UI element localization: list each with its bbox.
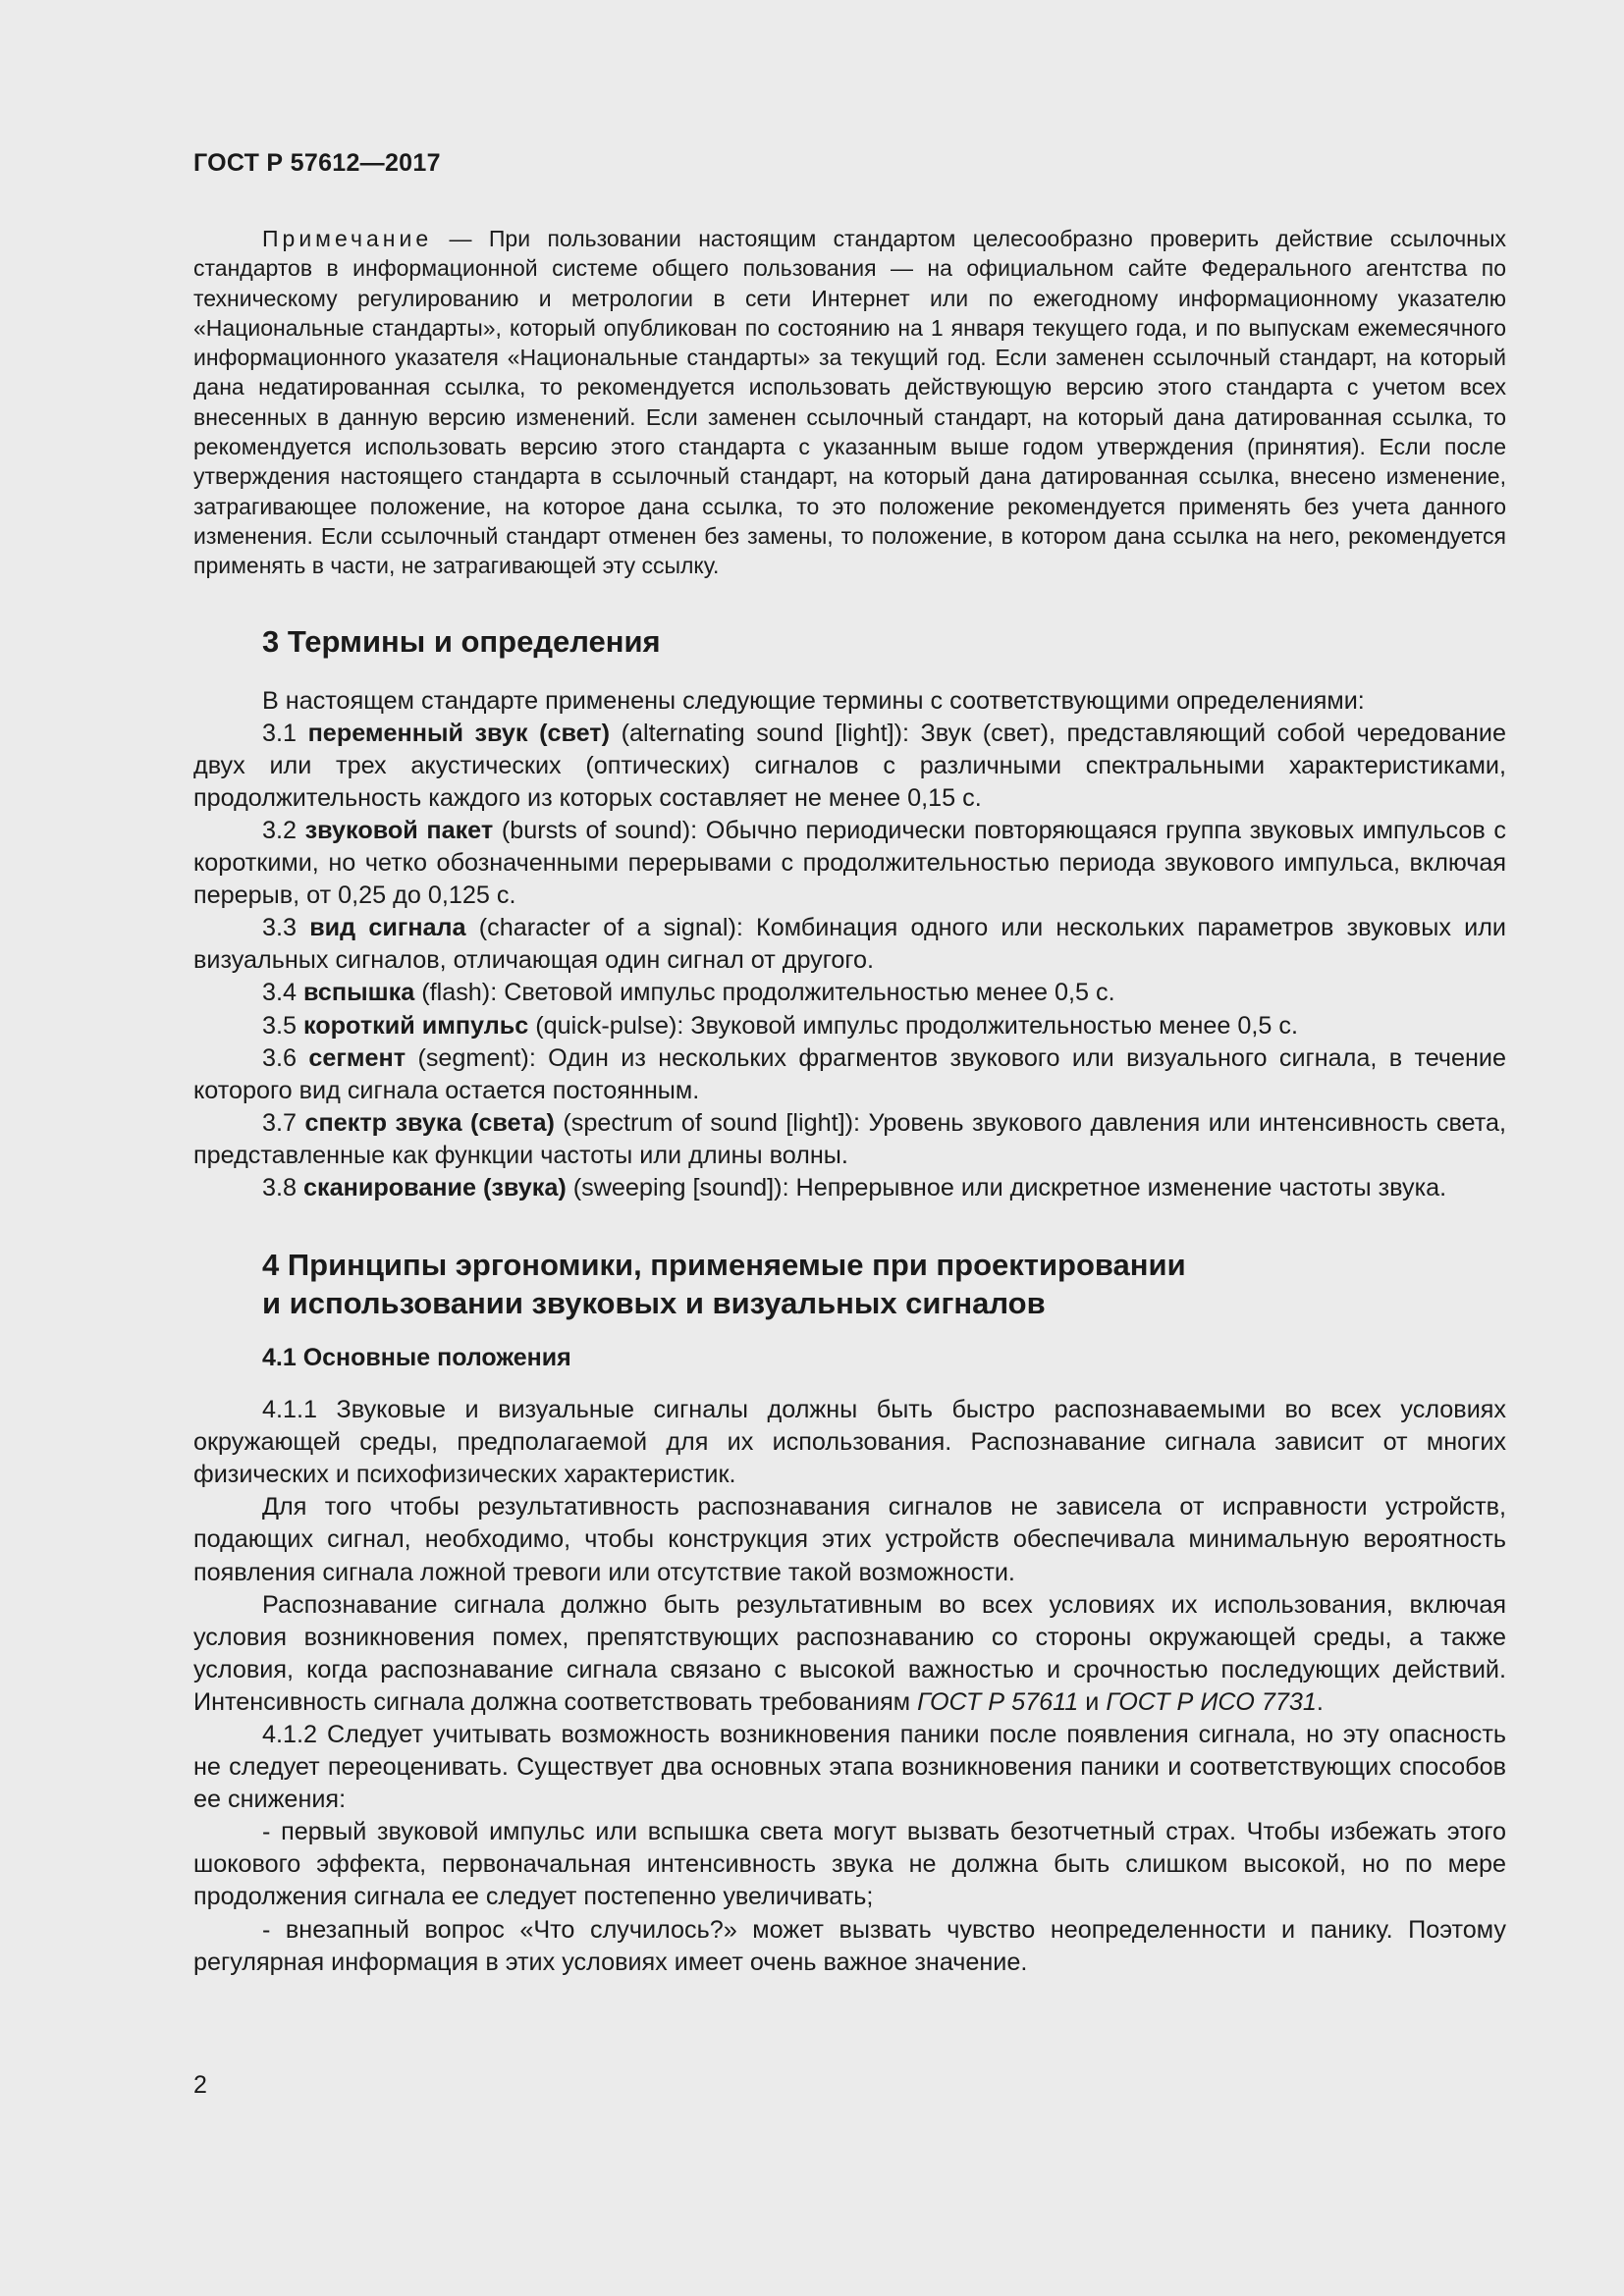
note-label: Примечание (262, 226, 433, 251)
term-name: звуковой пакет (304, 816, 494, 844)
term-definition: (character of a signal): Комбинация одного или нескольких параметров звуковых или визуальных сигналов, отличающая один сигнал от другого. (193, 914, 1506, 975)
term-name: сканирование (звука) (303, 1173, 567, 1201)
term-number: 3.3 (262, 914, 310, 942)
standard-reference: ГОСТ Р 57611 (917, 1687, 1079, 1716)
section-3-intro: В настоящем стандарте применены следующие термины с соответствующими определениями: (262, 686, 1365, 715)
standard-reference: ГОСТ Р ИСО 7731 (1106, 1687, 1317, 1716)
term-number: 3.8 (262, 1173, 304, 1201)
paragraph-text: и (1078, 1687, 1107, 1716)
term-definition: (bursts of sound): Обычно периодически повторяющаяся группа звуковых импульсов с короткими, но четко обозначенными перерывами с продолжительностью периода звукового импульса, включая перерыв, от 0,25 до 0,125 с. (193, 816, 1506, 910)
term-number: 3.6 (262, 1043, 309, 1072)
document-header: ГОСТ Р 57612—2017 (193, 149, 441, 177)
list-item-first-impulse: - первый звуковой импульс или вспышка света могут вызвать безотчетный страх. Чтобы избежать этого шокового эффекта, первоначальная интенсивность звука не должна быть слишком высокой, но по мере продолжения сигнала ее следует постепенно увеличивать; (193, 1818, 1506, 1911)
section-4-title-line1: 4 Принципы эргономики, применяемые при проектировании (262, 1248, 1186, 1283)
term-name: вид сигнала (309, 914, 466, 942)
paragraph-text: . (1316, 1687, 1324, 1716)
section-3-title: 3 Термины и определения (262, 623, 661, 659)
references-note (193, 224, 1506, 581)
term-name: спектр звука (света) (304, 1108, 555, 1137)
section-4-title-line2: и использовании звуковых и визуальных сигналов (262, 1286, 1046, 1321)
section-4-body (193, 1394, 1506, 1979)
term-name: вспышка (303, 979, 415, 1007)
term-3-8 (193, 1172, 1506, 1204)
paragraph-text: Распознавание сигнала должно быть результативным во всех условиях их использования, включая условия возникновения помех, препятствующих распознаванию со стороны окружающей среды, а также условия, когда распознавание сигнала связано с высокой важностью и срочностью последующих действий. Интенсивность сигнала должна соответствовать требованиям (193, 1590, 1506, 1716)
term-number: 3.1 (262, 719, 308, 747)
term-number: 3.5 (262, 1011, 304, 1040)
term-3-4 (193, 977, 1506, 1009)
term-definition: (segment): Один из нескольких фрагментов звукового или визуального сигнала, в течение которого вид сигнала остается постоянным. (193, 1043, 1506, 1104)
term-definition: (alternating sound [light]): Звук (свет), представляющий собой чередование двух или трех акустических (оптических) сигналов с различными спектральными характеристиками, продолжительность каждого из которых составляет не менее 0,15 с. (193, 719, 1507, 812)
section-4-title (193, 1246, 1506, 1322)
term-name: переменный звук (свет) (307, 719, 611, 747)
term-definition: (sweeping [sound]): Непрерывное или дискретное изменение частоты звука. (566, 1173, 1447, 1201)
list-item-sudden-question: - внезапный вопрос «Что случилось?» может вызвать чувство неопределенности и панику. Поэтому регулярная информация в этих условиях имеет очень важное значение. (193, 1915, 1506, 1976)
paragraph-recognition (193, 1589, 1506, 1719)
section-3-body (193, 685, 1506, 1205)
term-3-3 (193, 912, 1506, 977)
term-number: 3.2 (262, 816, 305, 844)
paragraph-4-1-1: 4.1.1 Звуковые и визуальные сигналы должны быть быстро распознаваемыми во всех условиях окружающей среды, предполагаемой для их использования. Распознавание сигнала зависит от многих физических и психофизических характеристик. (193, 1396, 1506, 1489)
term-definition: (spectrum of sound [light]): Уровень звукового давления или интенсивность света, представленные как функции частоты или длины волны. (193, 1108, 1506, 1169)
term-definition: (flash): Световой импульс продолжительностью менее 0,5 с. (414, 979, 1115, 1007)
term-3-2 (193, 815, 1506, 912)
term-number: 3.7 (262, 1108, 305, 1137)
term-3-7 (193, 1107, 1506, 1172)
paragraph-false-alarm: Для того чтобы результативность распознавания сигналов не зависела от исправности устройств, подающих сигнал, необходимо, чтобы конструкция этих устройств обеспечивала минимальную вероятность появления сигнала ложной тревоги или отсутствие такой возможности. (193, 1493, 1506, 1586)
term-3-1 (193, 718, 1506, 815)
page-number: 2 (193, 2071, 207, 2099)
term-definition: (quick-pulse): Звуковой импульс продолжительностью менее 0,5 с. (528, 1011, 1299, 1040)
term-name: сегмент (308, 1043, 406, 1072)
term-3-6 (193, 1042, 1506, 1107)
term-number: 3.4 (262, 979, 304, 1007)
note-text: — При пользовании настоящим стандартом целесообразно проверить действие ссылочных стандартов в информационной системе общего пользования — на официальном сайте Федерального агентства по техническому регулированию и метрологии в сети Интернет или по ежегодному информационному указателю «Национальные стандарты», который опубликован по состоянию на 1 января текущего года, и по выпускам ежемесячного информационного указателя «Национальные стандарты» за текущий год. Если заменен ссылочный стандарт, на который дана недатированная ссылка, то рекомендуется использовать действующую версию этого стандарта с учетом всех внесенных в данную версию изменений. Если заменен ссылочный стандарт, на который дана датированная ссылка, то рекомендуется использовать версию этого стандарта с указанным выше годом утверждения (принятия). Если после утверждения настоящего стандарта в ссылочный стандарт, на который дана датированная ссылка, внесено изменение, затрагивающее положение, на которое дана ссылка, то это положение рекомендуется применять без учета данного изменения. Если ссылочный стандарт отменен без замены, то положение, в котором дана ссылка на него, рекомендуется применять в части, не затрагивающей эту ссылку. (193, 226, 1506, 579)
subsection-4-1-title: 4.1 Основные положения (262, 1344, 571, 1372)
paragraph-4-1-2: 4.1.2 Следует учитывать возможность возникновения паники после появления сигнала, но эту опасность не следует переоценивать. Существует два основных этапа возникновения паники и соответствующих способов ее снижения: (193, 1721, 1506, 1814)
document-body (193, 224, 1506, 1979)
term-name: короткий импульс (303, 1011, 529, 1040)
term-3-5 (193, 1010, 1506, 1042)
